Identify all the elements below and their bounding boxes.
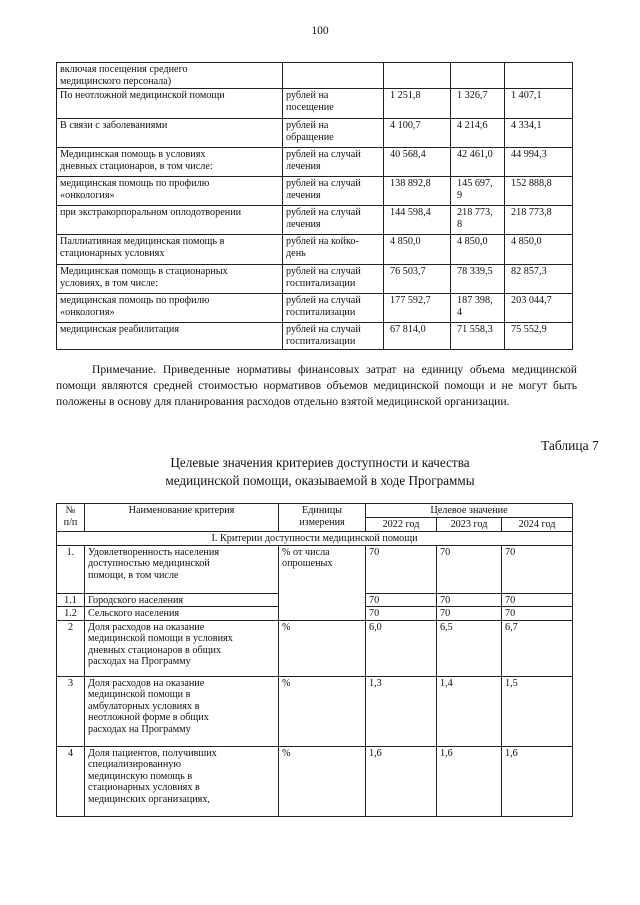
value-2023: 70 [437, 607, 502, 621]
value-2024: 70 [502, 607, 573, 621]
norm-value-2022-cell [384, 119, 451, 148]
norm-name: Медицинская помощь в условиях дневных стационаров, в том числе: [60, 149, 213, 172]
criterion-number: 1.2 [57, 607, 85, 621]
value-2023: 70 [437, 545, 502, 593]
norm-row [57, 89, 573, 119]
norm-value-2022-cell [384, 206, 451, 235]
criterion-unit: % от числа опрошеных [279, 545, 366, 620]
note-paragraph: Примечание. Приведенные нормативы финансовых затрат на единицу объема медицинской помощи являются средней стоимостью нормативов объемов медицинской помощи и не могут быть положены в основу для планирования расходов отдельно взятой медицинской организации. [56, 363, 577, 408]
norm-unit-cell [283, 294, 384, 323]
norm-unit-cell [283, 206, 384, 235]
norm-value-2024: 4 850,0 [511, 236, 542, 247]
value-2024: 1,6 [502, 746, 573, 816]
norm-row [57, 323, 573, 350]
header-target-value: Целевое значение [366, 504, 573, 518]
norm-value-2024-cell [505, 148, 573, 177]
norm-unit-cell [283, 235, 384, 265]
value-2024: 70 [502, 545, 573, 593]
norm-value-2022: 138 892,8 [390, 178, 431, 189]
norm-value-2022: 144 598,4 [390, 207, 431, 218]
norm-row [57, 206, 573, 235]
norm-name-cell [57, 235, 283, 265]
norm-value-2023: 1 326,7 [457, 90, 488, 101]
norm-unit: рублей на обращение [286, 120, 334, 143]
norm-row [57, 235, 573, 265]
norm-value-2022-cell [384, 177, 451, 206]
norm-value-2022-cell [384, 265, 451, 294]
norm-unit: рублей на случай лечения [286, 207, 361, 230]
norm-row [57, 294, 573, 323]
norm-value-2023-cell [451, 89, 505, 119]
norm-name: при экстракорпоральном оплодотворении [60, 207, 242, 218]
value-2022: 70 [366, 545, 437, 593]
norm-row [57, 63, 573, 89]
norm-unit-cell [283, 265, 384, 294]
norm-value-2024-cell [505, 323, 573, 350]
table-title: Целевые значения критериев доступности и качества медицинской помощи, оказываемой в ходе Программы [165, 455, 475, 488]
value-2024: 1,5 [502, 676, 573, 746]
norm-value-2024: 152 888,8 [511, 178, 552, 189]
norm-row [57, 177, 573, 206]
norm-value-2024: 44 994,3 [511, 149, 547, 160]
norm-value-2022: 4 850,0 [390, 236, 421, 247]
criteria-table [56, 503, 573, 817]
criterion-name: Доля расходов на оказание медицинской помощи в амбулаторных условиях в неотложной форме в общих расходах на Программу [85, 676, 279, 746]
norm-value-2022-cell [384, 89, 451, 119]
criterion-name: Городского населения [85, 593, 279, 607]
header-year-2022: 2022 год [366, 518, 437, 532]
norm-unit-cell [283, 323, 384, 350]
norm-value-2022: 76 503,7 [390, 266, 426, 277]
norm-value-2022-cell [384, 63, 451, 89]
norm-value-2023: 218 773, 8 [457, 207, 493, 230]
norm-value-2024: 203 044,7 [511, 295, 552, 306]
norm-unit-cell [283, 119, 384, 148]
norm-value-2023-cell [451, 206, 505, 235]
criterion-name: Сельского населения [85, 607, 279, 621]
norm-unit-cell [283, 63, 384, 89]
criterion-number: 4 [57, 746, 85, 816]
header-year-2023: 2023 год [437, 518, 502, 532]
norm-name: медицинская помощь по профилю «онкология» [60, 178, 210, 201]
header-number: № п/п [57, 504, 85, 532]
norm-name-cell [57, 177, 283, 206]
norm-name: По неотложной медицинской помощи [60, 90, 225, 101]
criterion-name: Доля расходов на оказание медицинской помощи в условиях дневных стационаров в общих расходах на Программу [85, 620, 279, 676]
norm-value-2024-cell [505, 89, 573, 119]
norm-name: Медицинская помощь в стационарных условиях, в том числе: [60, 266, 228, 289]
norm-value-2022: 4 100,7 [390, 120, 421, 131]
norm-value-2024-cell [505, 294, 573, 323]
norm-value-2023-cell [451, 265, 505, 294]
norm-name: Паллиативная медицинская помощь в стационарных условиях [60, 236, 225, 259]
norm-value-2023: 42 461,0 [457, 149, 493, 160]
norm-value-2024: 218 773,8 [511, 207, 552, 218]
value-2023: 1,4 [437, 676, 502, 746]
norm-value-2024-cell [505, 177, 573, 206]
norm-unit: рублей на случай госпитализации [286, 324, 361, 347]
norm-value-2024-cell [505, 265, 573, 294]
norm-value-2023: 4 214,6 [457, 120, 488, 131]
norm-name: включая посещения среднего медицинского персонала) [60, 64, 188, 87]
norm-name: В связи с заболеваниями [60, 120, 168, 131]
value-2022: 1,3 [366, 676, 437, 746]
criterion-name: Удовлетворенность населения доступностью медицинской помощи, в том числе [85, 545, 279, 593]
norm-value-2023-cell [451, 177, 505, 206]
value-2024: 70 [502, 593, 573, 607]
norm-unit: рублей на койко- день [286, 236, 359, 259]
criterion-number: 3 [57, 676, 85, 746]
financial-norms-table [56, 62, 573, 350]
criterion-number: 2 [57, 620, 85, 676]
norm-name: медицинская реабилитация [60, 324, 180, 335]
value-2022: 70 [366, 607, 437, 621]
norm-name-cell [57, 63, 283, 89]
norm-value-2024: 1 407,1 [511, 90, 542, 101]
norm-value-2022: 177 592,7 [390, 295, 431, 306]
value-2023: 6,5 [437, 620, 502, 676]
value-2022: 1,6 [366, 746, 437, 816]
norm-row [57, 265, 573, 294]
criterion-unit: % [279, 746, 366, 816]
norm-value-2023-cell [451, 235, 505, 265]
norm-row [57, 148, 573, 177]
norm-value-2024-cell [505, 119, 573, 148]
norm-name-cell [57, 119, 283, 148]
criterion-number: 1. [57, 545, 85, 593]
norm-value-2024-cell [505, 206, 573, 235]
norm-value-2023-cell [451, 148, 505, 177]
norm-value-2023: 71 558,3 [457, 324, 493, 335]
header-year-2024: 2024 год [502, 518, 573, 532]
norm-value-2023-cell [451, 63, 505, 89]
norm-value-2023-cell [451, 119, 505, 148]
criterion-unit: % [279, 676, 366, 746]
norm-unit: рублей на посещение [286, 90, 334, 113]
norm-unit-cell [283, 89, 384, 119]
norm-unit: рублей на случай лечения [286, 149, 361, 172]
header-unit: Единицы измерения [279, 504, 366, 532]
norm-row [57, 119, 573, 148]
norm-value-2024: 75 552,9 [511, 324, 547, 335]
criterion-name: Доля пациентов, получивших специализированную медицинскую помощь в стационарных условиях в медицинских организациях, [85, 746, 279, 816]
norm-unit: рублей на случай госпитализации [286, 295, 361, 318]
norm-unit-cell [283, 177, 384, 206]
norm-value-2022-cell [384, 323, 451, 350]
value-2023: 70 [437, 593, 502, 607]
norm-value-2024-cell [505, 63, 573, 89]
norm-value-2023: 145 697, 9 [457, 178, 493, 201]
norm-value-2024: 82 857,3 [511, 266, 547, 277]
norm-value-2022: 67 814,0 [390, 324, 426, 335]
criterion-unit: % [279, 620, 366, 676]
norm-value-2024-cell [505, 235, 573, 265]
norm-value-2023: 4 850,0 [457, 236, 488, 247]
header-criterion-name: Наименование критерия [85, 504, 279, 532]
norm-unit-cell [283, 148, 384, 177]
norm-value-2022-cell [384, 294, 451, 323]
norm-value-2022: 40 568,4 [390, 149, 426, 160]
norm-value-2022-cell [384, 148, 451, 177]
norm-name-cell [57, 294, 283, 323]
value-2023: 1,6 [437, 746, 502, 816]
norm-value-2022-cell [384, 235, 451, 265]
criterion-number: 1.1 [57, 593, 85, 607]
norm-value-2024: 4 334,1 [511, 120, 542, 131]
norm-value-2022: 1 251,8 [390, 90, 421, 101]
norm-unit: рублей на случай госпитализации [286, 266, 361, 289]
section-header: I. Критерии доступности медицинской помощи [57, 532, 573, 546]
page-number: 100 [311, 25, 329, 37]
norm-unit: рублей на случай лечения [286, 178, 361, 201]
norm-name: медицинская помощь по профилю «онкология» [60, 295, 210, 318]
norm-value-2023-cell [451, 294, 505, 323]
norm-name-cell [57, 89, 283, 119]
value-2022: 70 [366, 593, 437, 607]
value-2024: 6,7 [502, 620, 573, 676]
norm-name-cell [57, 265, 283, 294]
norm-value-2023: 78 339,5 [457, 266, 493, 277]
value-2022: 6,0 [366, 620, 437, 676]
norm-name-cell [57, 323, 283, 350]
norm-name-cell [57, 148, 283, 177]
norm-name-cell [57, 206, 283, 235]
norm-value-2023: 187 398, 4 [457, 295, 493, 318]
norm-value-2023-cell [451, 323, 505, 350]
table-number: Таблица 7 [541, 438, 599, 453]
